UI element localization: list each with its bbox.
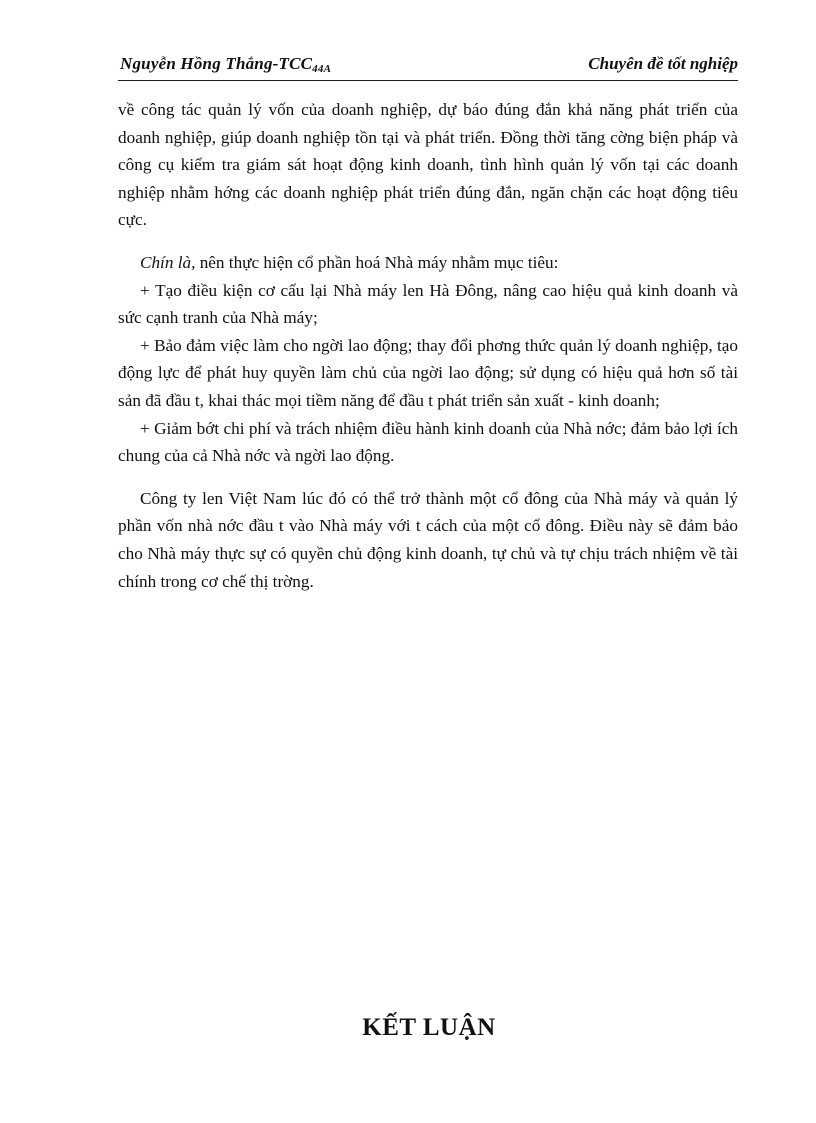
paragraph-point-nine bbox=[118, 249, 738, 277]
paragraph-shareholder: Công ty len Việt Nam lúc đó có thể trở thành một cổ đông của Nhà máy và quản lý phần vốn nhà nớc đầu t vào Nhà máy với t cách của một cổ đông. Điều này sẽ đảm bảo cho Nhà máy thực sự có quyền chủ động kinh doanh, tự chủ và tự chịu trách nhiệm về tài chính trong cơ chế thị trờng. bbox=[118, 488, 738, 591]
point-nine-lead: Chín là, bbox=[140, 252, 196, 272]
header-author bbox=[120, 54, 331, 75]
conclusion-heading: KẾT LUẬN bbox=[362, 1014, 496, 1041]
page-header bbox=[118, 52, 738, 81]
header-author-name: Nguyễn Hồng Thắng-TCC bbox=[120, 54, 313, 73]
bullet-restructure: + Tạo điều kiện cơ cấu lại Nhà máy len Hà Đông, nâng cao hiệu quả kinh doanh và sức cạnh tranh của Nhà máy; bbox=[118, 280, 738, 328]
bullet-employment: + Bảo đảm việc làm cho ngời lao động; thay đổi phơng thức quản lý doanh nghiệp, tạo động lực để phát huy quyền làm chủ của ngời lao động; sử dụng có hiệu quả hơn số tài sản đã đầu t, khai thác mọi tiềm năng để đầu t phát triển sản xuất - kinh doanh; bbox=[118, 335, 738, 410]
paragraph-continuation: về công tác quản lý vốn của doanh nghiệp, dự báo đúng đắn khả năng phát triển của doanh nghiệp, giúp doanh nghiệp tồn tại và phát triển. Đồng thời tăng cờng biện pháp và công cụ kiểm tra giám sát hoạt động kinh doanh, tình hình quản lý vốn tại các doanh nghiệp nhằm hớng các doanh nghiệp phát triển đúng đắn, ngăn chặn các hoạt động tiêu cực. bbox=[118, 100, 738, 230]
bullet-reduce-costs: + Giảm bớt chi phí và trách nhiệm điều hành kinh doanh của Nhà nớc; đảm bảo lợi ích chung của cả Nhà nớc và ngời lao động. bbox=[118, 418, 738, 466]
point-nine-text: nên thực hiện cổ phần hoá Nhà máy nhằm mục tiêu: bbox=[195, 252, 559, 272]
header-document-type: Chuyên đề tốt nghiệp bbox=[588, 54, 738, 73]
document-body bbox=[118, 96, 738, 595]
header-author-class: 44A bbox=[312, 63, 332, 75]
